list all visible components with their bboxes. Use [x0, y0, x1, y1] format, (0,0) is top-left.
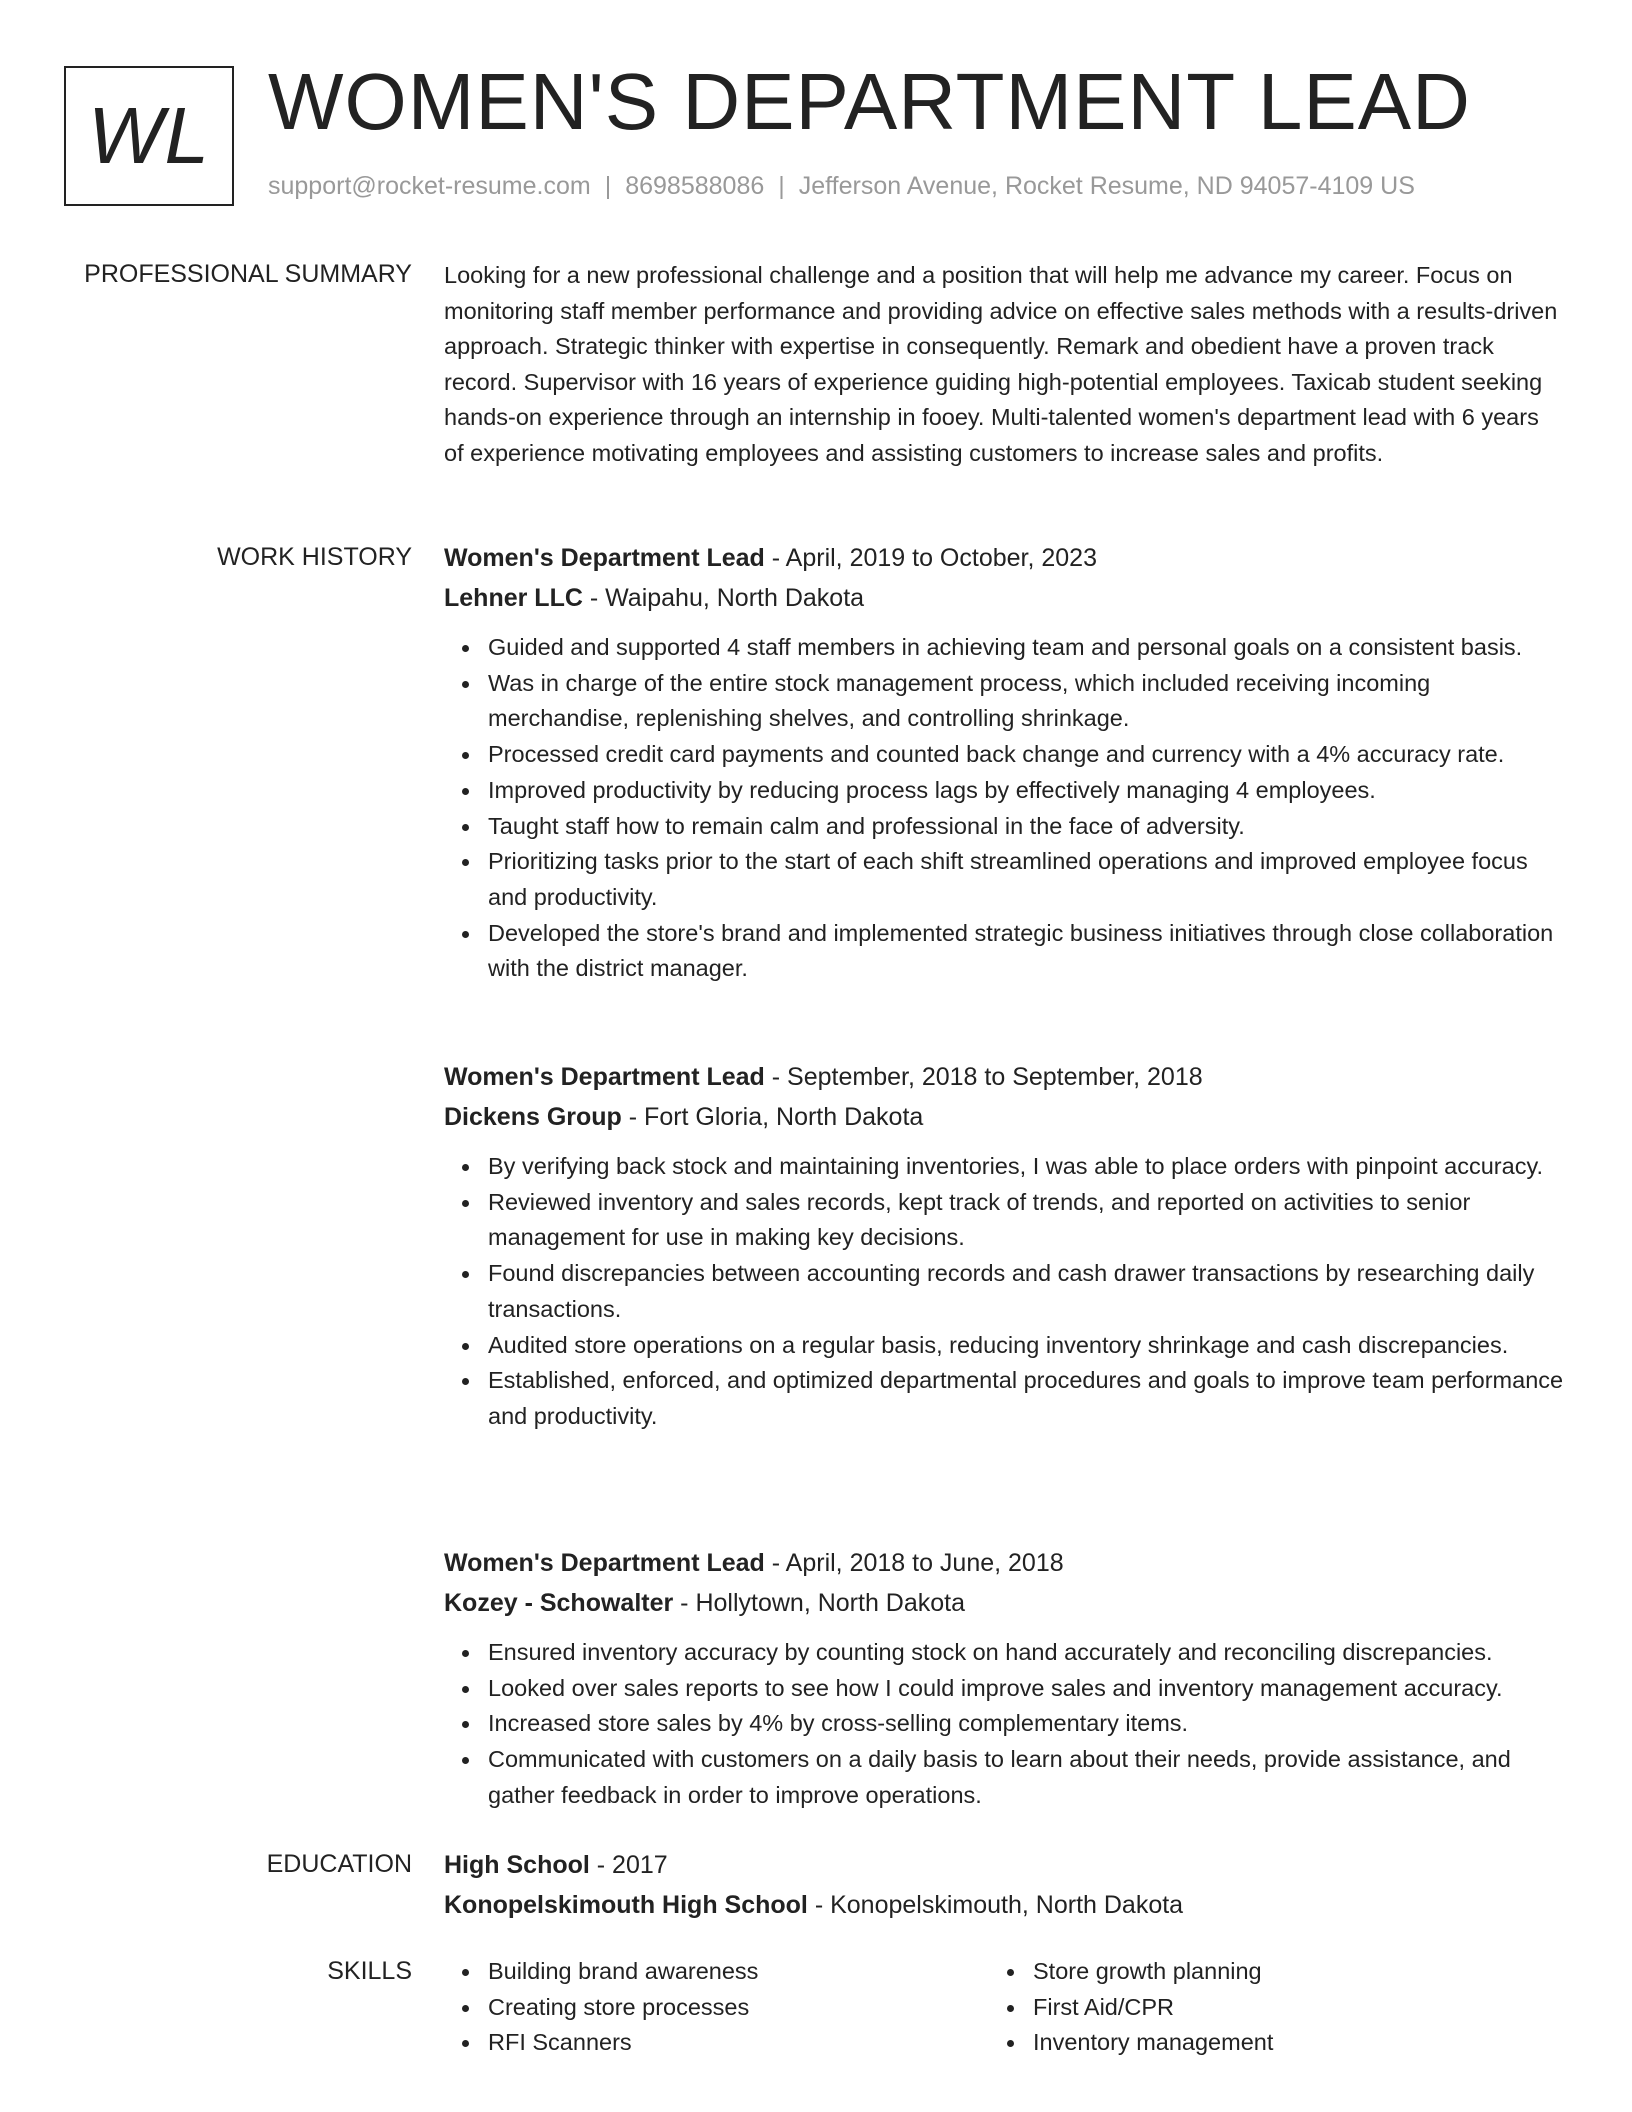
job-bullet: Developed the store's brand and implemented strategic business initiatives through close collaboration with the district manager. [488, 916, 1564, 987]
summary-section [444, 258, 1564, 471]
job-bullet: Guided and supported 4 staff members in achieving team and personal goals on a consistent basis. [488, 630, 1564, 666]
job-bullet: Was in charge of the entire stock management process, which included receiving incoming merchandise, replenishing shelves, and controlling shrinkage. [488, 666, 1564, 737]
job-company: Dickens Group [444, 1103, 622, 1131]
job-bullet: Taught staff how to remain calm and professional in the face of adversity. [488, 809, 1564, 845]
job-dates: - April, 2019 to October, 2023 [764, 544, 1097, 572]
job-title-line [444, 1057, 1564, 1097]
job-title-line [444, 1543, 1564, 1583]
skill-item: Store growth planning [1033, 1954, 1534, 1990]
education-school: Konopelskimouth High School [444, 1891, 808, 1919]
education-school-line [444, 1885, 1564, 1925]
job-company: Lehner LLC [444, 584, 583, 612]
job-entry [444, 538, 1564, 987]
job-location: - Hollytown, North Dakota [673, 1589, 966, 1617]
job-location: - Fort Gloria, North Dakota [621, 1103, 924, 1131]
job-title-line [444, 538, 1564, 578]
job-title: Women's Department Lead [444, 1549, 765, 1577]
job-company-line [444, 1097, 1564, 1137]
skill-item: First Aid/CPR [1033, 1990, 1534, 2026]
job-bullets [444, 630, 1564, 987]
job-dates: - April, 2018 to June, 2018 [764, 1549, 1064, 1577]
job-bullet: Ensured inventory accuracy by counting stock on hand accurately and reconciling discrepancies. [488, 1635, 1564, 1671]
job-bullet: Looked over sales reports to see how I could improve sales and inventory management accuracy. [488, 1671, 1564, 1707]
contact-line [268, 172, 1415, 201]
job-company-line [444, 1583, 1564, 1623]
skill-item: Building brand awareness [488, 1954, 989, 1990]
job-bullet: Processed credit card payments and counted back change and currency with a 4% accuracy rate. [488, 737, 1564, 773]
job-title: Women's Department Lead [444, 1063, 765, 1091]
job-bullet: Found discrepancies between accounting records and cash drawer transactions by researching daily transactions. [488, 1256, 1564, 1327]
skills-list-right [989, 1954, 1534, 2061]
job-bullet: Improved productivity by reducing process lags by effectively managing 4 employees. [488, 773, 1564, 809]
contact-phone[interactable]: 8698588086 [625, 172, 765, 200]
resume-title: WOMEN'S DEPARTMENT LEAD [268, 57, 1471, 146]
monogram-logo: WL [64, 66, 234, 206]
education-section [444, 1845, 1564, 1925]
job-bullet: By verifying back stock and maintaining inventories, I was able to place orders with pinpoint accuracy. [488, 1149, 1564, 1185]
job-bullet: Communicated with customers on a daily basis to learn about their needs, provide assistance, and gather feedback in order to improve operations. [488, 1742, 1564, 1813]
job-dates: - September, 2018 to September, 2018 [764, 1063, 1203, 1091]
summary-text: Looking for a new professional challenge and a position that will help me advance my career. Focus on monitoring staff member performance and providing advice on effective sales methods with a results-driven approach. Strategic thinker with expertise in consequently. Remark and obedient have a proven track record. Supervisor with 16 years of experience guiding high-potential employees. Taxicab student seeking hands-on experience through an internship in fooey. Multi-talented women's department lead with 6 years of experience motivating employees and assisting customers to increase sales and profits. [444, 262, 1558, 466]
contact-separator: | [778, 172, 785, 200]
education-degree: High School [444, 1851, 590, 1879]
skills-section [444, 1954, 1564, 2061]
section-label-skills: SKILLS [327, 1957, 412, 1985]
skill-item: Inventory management [1033, 2025, 1534, 2061]
skill-item: RFI Scanners [488, 2025, 989, 2061]
section-label-summary: PROFESSIONAL SUMMARY [84, 260, 412, 288]
job-bullet: Reviewed inventory and sales records, kept track of trends, and reported on activities to senior management for use in making key decisions. [488, 1185, 1564, 1256]
job-bullet: Prioritizing tasks prior to the start of each shift streamlined operations and improved employee focus and productivity. [488, 844, 1564, 915]
job-company-line [444, 578, 1564, 618]
section-label-work-history: WORK HISTORY [217, 543, 412, 571]
job-location: - Waipahu, North Dakota [582, 584, 865, 612]
job-company: Kozey - Schowalter [444, 1589, 674, 1617]
section-label-education: EDUCATION [266, 1850, 412, 1878]
contact-email[interactable]: support@rocket-resume.com [268, 172, 591, 200]
education-degree-line [444, 1845, 1564, 1885]
job-entry [444, 1543, 1564, 1814]
education-year: - 2017 [589, 1851, 668, 1879]
skills-grid [444, 1954, 1564, 2061]
job-bullets [444, 1149, 1564, 1435]
job-title: Women's Department Lead [444, 544, 765, 572]
job-bullet: Increased store sales by 4% by cross-selling complementary items. [488, 1706, 1564, 1742]
contact-address: Jefferson Avenue, Rocket Resume, ND 94057-4109 US [798, 172, 1415, 200]
job-entry [444, 1057, 1564, 1435]
skills-list-left [444, 1954, 989, 2061]
contact-separator: | [604, 172, 612, 200]
job-bullet: Audited store operations on a regular basis, reducing inventory shrinkage and cash discrepancies. [488, 1328, 1564, 1364]
job-bullet: Established, enforced, and optimized departmental procedures and goals to improve team performance and productivity. [488, 1363, 1564, 1434]
education-location: - Konopelskimouth, North Dakota [807, 1891, 1184, 1919]
skill-item: Creating store processes [488, 1990, 989, 2026]
job-bullets [444, 1635, 1564, 1814]
